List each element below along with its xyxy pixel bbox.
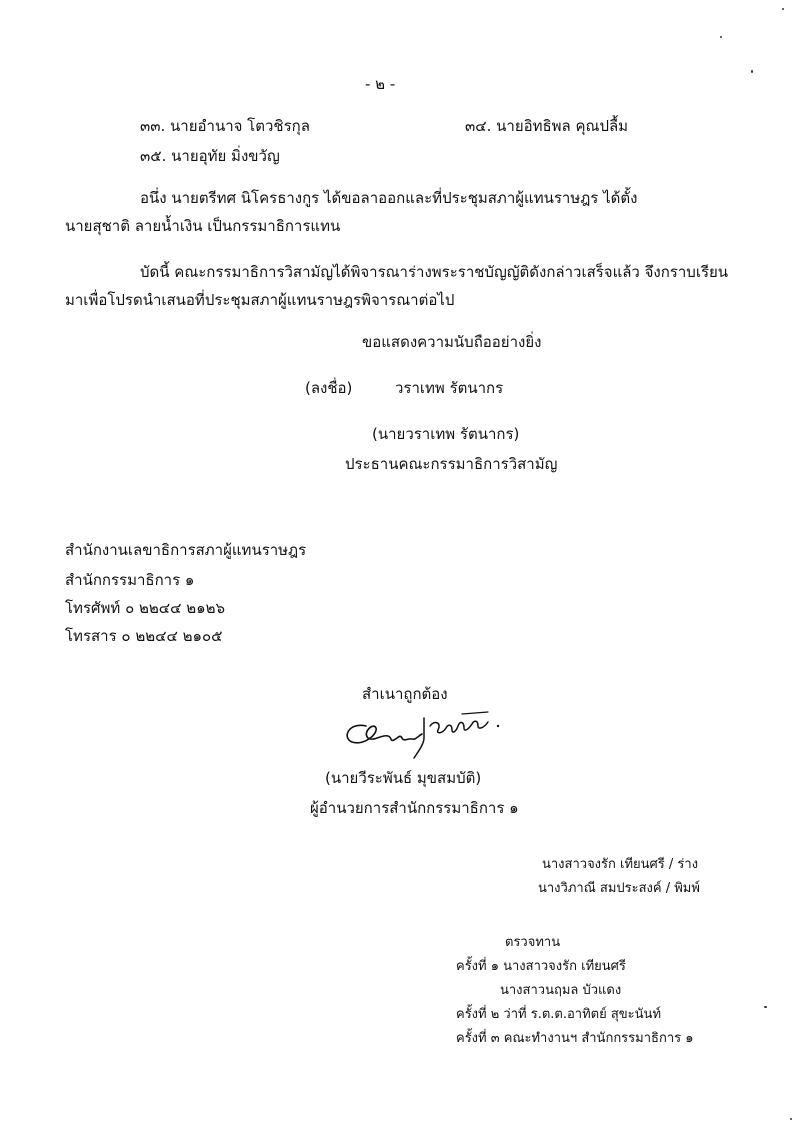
review-round-3: ครั้งที่ ๓ คณะทำงานฯ สำนักกรรมาธิการ ๑ <box>456 1031 694 1046</box>
drafter-line: นางสาวจงรัก เทียนศรี / ร่าง <box>542 857 699 872</box>
review-round-1: ครั้งที่ ๑ นางสาวจงรัก เทียนศรี <box>456 959 626 974</box>
signer-name: (นายวราเทพ รัตนากร) <box>372 425 520 443</box>
page-number: - ๒ - <box>365 75 396 93</box>
signed-label: (ลงชื่อ) <box>305 379 353 397</box>
office-fax: โทรสาร ๐ ๒๒๔๔ ๒๑๐๕ <box>65 627 223 645</box>
paragraph-2-line-1: บัดนี้ คณะกรรมาธิการวิสามัญได้พิจารณาร่างพระราชบัญญัติดังกล่าวเสร็จแล้ว จึงกราบเรียน <box>140 263 729 281</box>
scan-speck <box>751 70 753 73</box>
member-33: ๓๓. นายอำนาจ โตวชิรกุล <box>140 117 310 135</box>
closing-salutation: ขอแสดงความนับถืออย่างยิ่ง <box>362 333 542 351</box>
scan-speck <box>782 8 784 10</box>
review-heading: ตรวจทาน <box>505 935 561 950</box>
scan-speck <box>790 1118 792 1120</box>
member-34: ๓๔. นายอิทธิพล คุณปลื้ม <box>465 117 629 135</box>
member-35: ๓๕. นายอุทัย มิ่งขวัญ <box>140 147 280 165</box>
handwritten-signature <box>338 704 518 764</box>
typist-line: นางวิภาณี สมประสงค์ / พิมพ์ <box>538 881 700 896</box>
certifier-name: (นายวีระพันธ์ มุขสมบัติ) <box>325 769 482 787</box>
paragraph-1-line-2: นายสุชาติ ลายน้ำเงิน เป็นกรรมาธิการแทน <box>65 217 341 235</box>
office-phone: โทรศัพท์ ๐ ๒๒๔๔ ๒๑๒๖ <box>65 599 226 617</box>
signed-name: วราเทพ รัตนากร <box>395 379 504 397</box>
scan-speck <box>764 1006 767 1008</box>
signer-position: ประธานคณะกรรมาธิการวิสามัญ <box>345 455 558 473</box>
paragraph-1-line-1: อนึ่ง นายตรีทศ นิโครธางกูร ได้ขอลาออกและที่ประชุมสภาผู้แทนราษฎร ได้ตั้ง <box>140 189 638 207</box>
certified-copy-heading: สำเนาถูกต้อง <box>362 685 448 703</box>
paragraph-2-line-2: มาเพื่อโปรดนำเสนอที่ประชุมสภาผู้แทนราษฎรพิจารณาต่อไป <box>65 291 455 309</box>
office-division: สำนักกรรมาธิการ ๑ <box>65 571 195 589</box>
office-name: สำนักงานเลขาธิการสภาผู้แทนราษฎร <box>65 541 307 559</box>
review-round-2: ครั้งที่ ๒ ว่าที่ ร.ต.ต.อาทิตย์ สุขะนันท์ <box>456 1007 662 1022</box>
review-round-1-second: นางสาวนฤมล บัวแดง <box>500 983 622 998</box>
scan-speck <box>720 36 722 38</box>
certifier-position: ผู้อำนวยการสำนักกรรมาธิการ ๑ <box>310 799 519 817</box>
